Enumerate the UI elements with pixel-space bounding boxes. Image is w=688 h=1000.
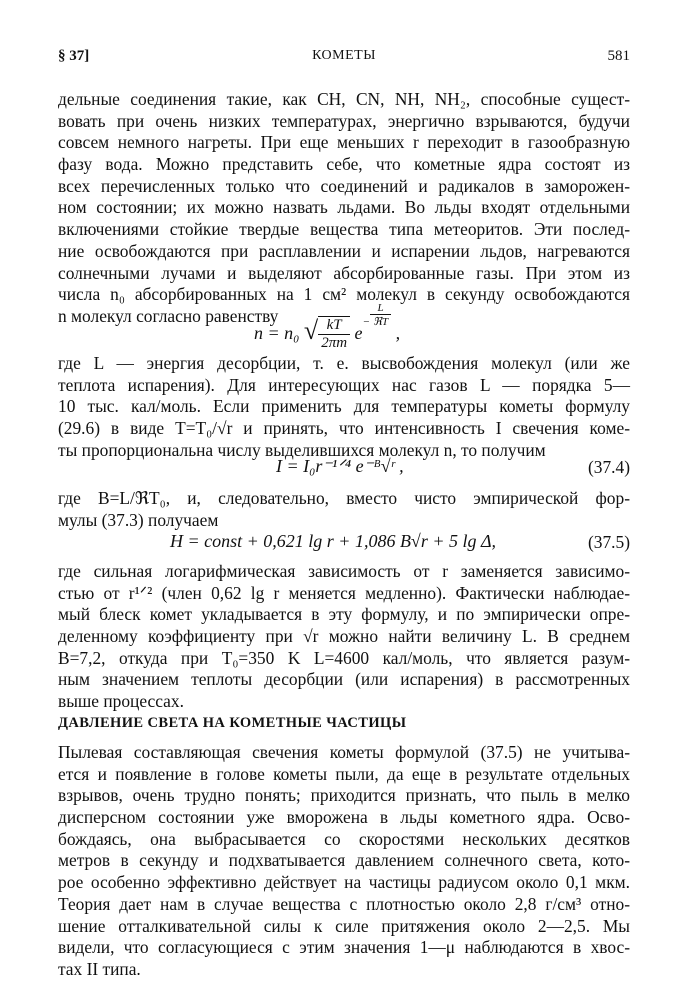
fraction-numerator: kT	[318, 317, 350, 335]
paragraph-5	[58, 742, 630, 981]
running-title: КОМЕТЫ	[312, 48, 376, 63]
fraction-kT-2pim	[318, 317, 350, 352]
text-line: 10 тыс. кал/моль. Если применить для температуры кометы формулу	[58, 396, 630, 417]
text-line: Теория дает нам в случае вещества с плотностью около 2,8 г/см³ отно-	[58, 893, 630, 914]
text-line: выше процессах.	[58, 691, 184, 712]
text-line: ние освобождаются при расплавлении и испарении льдов, нагреваются	[58, 240, 630, 261]
paragraph-3	[58, 488, 630, 531]
text-line: дельные соединения такие, как CH, CN, NH, NH₂, способные сущест-	[58, 89, 630, 109]
text-line: где B=L/ℜT₀, и, следовательно, вместо чисто эмпирической фор-	[58, 488, 630, 508]
equation-number: (37.4)	[587, 457, 630, 477]
text-line: тах II типа.	[58, 958, 141, 979]
paragraph-1	[58, 89, 630, 328]
text-line: бождаясь, она выбрасывается со скоростями нескольких десятков	[58, 828, 630, 849]
section-marker: § 37]	[58, 48, 90, 64]
text-line: метров в секунду и подхватывается давлением солнечного света, кото-	[58, 850, 630, 871]
text-line: n молекул согласно равенству	[58, 305, 279, 326]
exp-base: e	[354, 323, 363, 343]
text-line: мый блеск комет укладывается в эту формулу, и по эмпирически опре-	[58, 604, 630, 625]
text-line: мулы (37.3) получаем	[58, 509, 219, 530]
text-line: ты пропорциональна числу выделившихся молекул n, то получим	[58, 439, 546, 460]
text-line: ным значением теплоты десорбции (или испарения) в рассмотренных	[58, 669, 630, 690]
formula-desorption: n = n₀ √ $\frac{kT}{2\pi m}$ e− $\frac{L}{\text{ℜT}}$ ,	[254, 302, 401, 352]
text-line: включениями стойкие твердые вещества типа метеоритов. Эти послед-	[58, 219, 630, 240]
text-line: шение отталкивательной силы к силе притяжения около 2—2,5. Мы	[58, 915, 630, 936]
paragraph-4	[58, 561, 630, 713]
running-head	[58, 48, 630, 68]
text-line: дисперсном состоянии уже вморожена в льды кометного ядра. Осво-	[58, 807, 630, 828]
text-line: фазу вода. Можно представить себе, что кометные ядра состоят из	[58, 154, 630, 175]
text-line: совсем немного нагреты. При еще меньших r переходит в газообразную	[58, 132, 630, 153]
formula-lhs: n = n₀	[254, 323, 300, 343]
text-line: где сильная логарифмическая зависимость от r заменяется зависимо-	[58, 561, 630, 581]
text-line: вовать при очень низких температурах, энергично взрываются, будучи	[58, 110, 630, 131]
paragraph-2	[58, 353, 630, 461]
exponent-numerator: L	[370, 302, 391, 315]
equation-number: (37.5)	[587, 532, 630, 552]
page-number: 581	[607, 48, 630, 64]
text-line: теплота испарения). Для интересующих нас газов L — порядка 5—	[58, 374, 630, 395]
section-heading: ДАВЛЕНИЕ СВЕТА НА КОМЕТНЫЕ ЧАСТИЦЫ	[58, 715, 407, 731]
text-line: видели, что согласующиеся с этим значения 1—μ наблюдаются в хвос-	[58, 937, 630, 958]
fraction-denominator: 2πm	[321, 335, 348, 352]
text-line: рое особенно эффективно действует на частицы радиусом около 0,1 мкм.	[58, 872, 630, 893]
text-line: числа n₀ абсорбированных на 1 см² молекул в секунду освобождаются	[58, 284, 630, 305]
text-line: всех перечисленных только что соединений и радикалов в заморожен-	[58, 175, 630, 196]
formula-trailing-comma: ,	[395, 323, 401, 343]
text-line: Пылевая составляющая свечения кометы формулой (37.5) не учитыва-	[58, 742, 630, 762]
text-line: солнечными лучами и выделяют абсорбированные газы. При этом из	[58, 262, 630, 283]
formula-37-5: H = const + 0,621 lg r + 1,086 B√r + 5 lg Δ,	[170, 531, 497, 551]
text-line: ном состоянии; их можно назвать льдами. Во льды входят отдельными	[58, 197, 630, 218]
text-line: где L — энергия десорбции, т. е. высвобождения молекул (или же	[58, 353, 630, 373]
formula-37-4: I = I₀r⁻¹ᐟ⁴ e⁻ᴮ√ʳ ,	[276, 456, 404, 476]
text-line: деленному коэффициенту при √r можно найти величину L. В среднем	[58, 626, 630, 647]
sqrt-sign: √	[303, 316, 319, 345]
text-line: B=7,2, откуда при T₀=350 K L=4600 кал/моль, что является разум-	[58, 647, 630, 668]
exponent-denominator: ℜT	[372, 316, 389, 328]
text-line: ется и появление в голове кометы пыли, да еще в результате отдельных	[58, 763, 630, 784]
text-line: взрывов, очень трудно понять; приходится признать, что пыль в мелко	[58, 785, 630, 806]
exponent-fraction	[370, 302, 391, 328]
text-line: стью от r¹ᐟ² (член 0,62 lg r меняется медленно). Фактически наблюдае-	[58, 582, 630, 603]
text-line: (29.6) в виде T=T₀/√r и принять, что интенсивность I свечения коме-	[58, 418, 630, 439]
